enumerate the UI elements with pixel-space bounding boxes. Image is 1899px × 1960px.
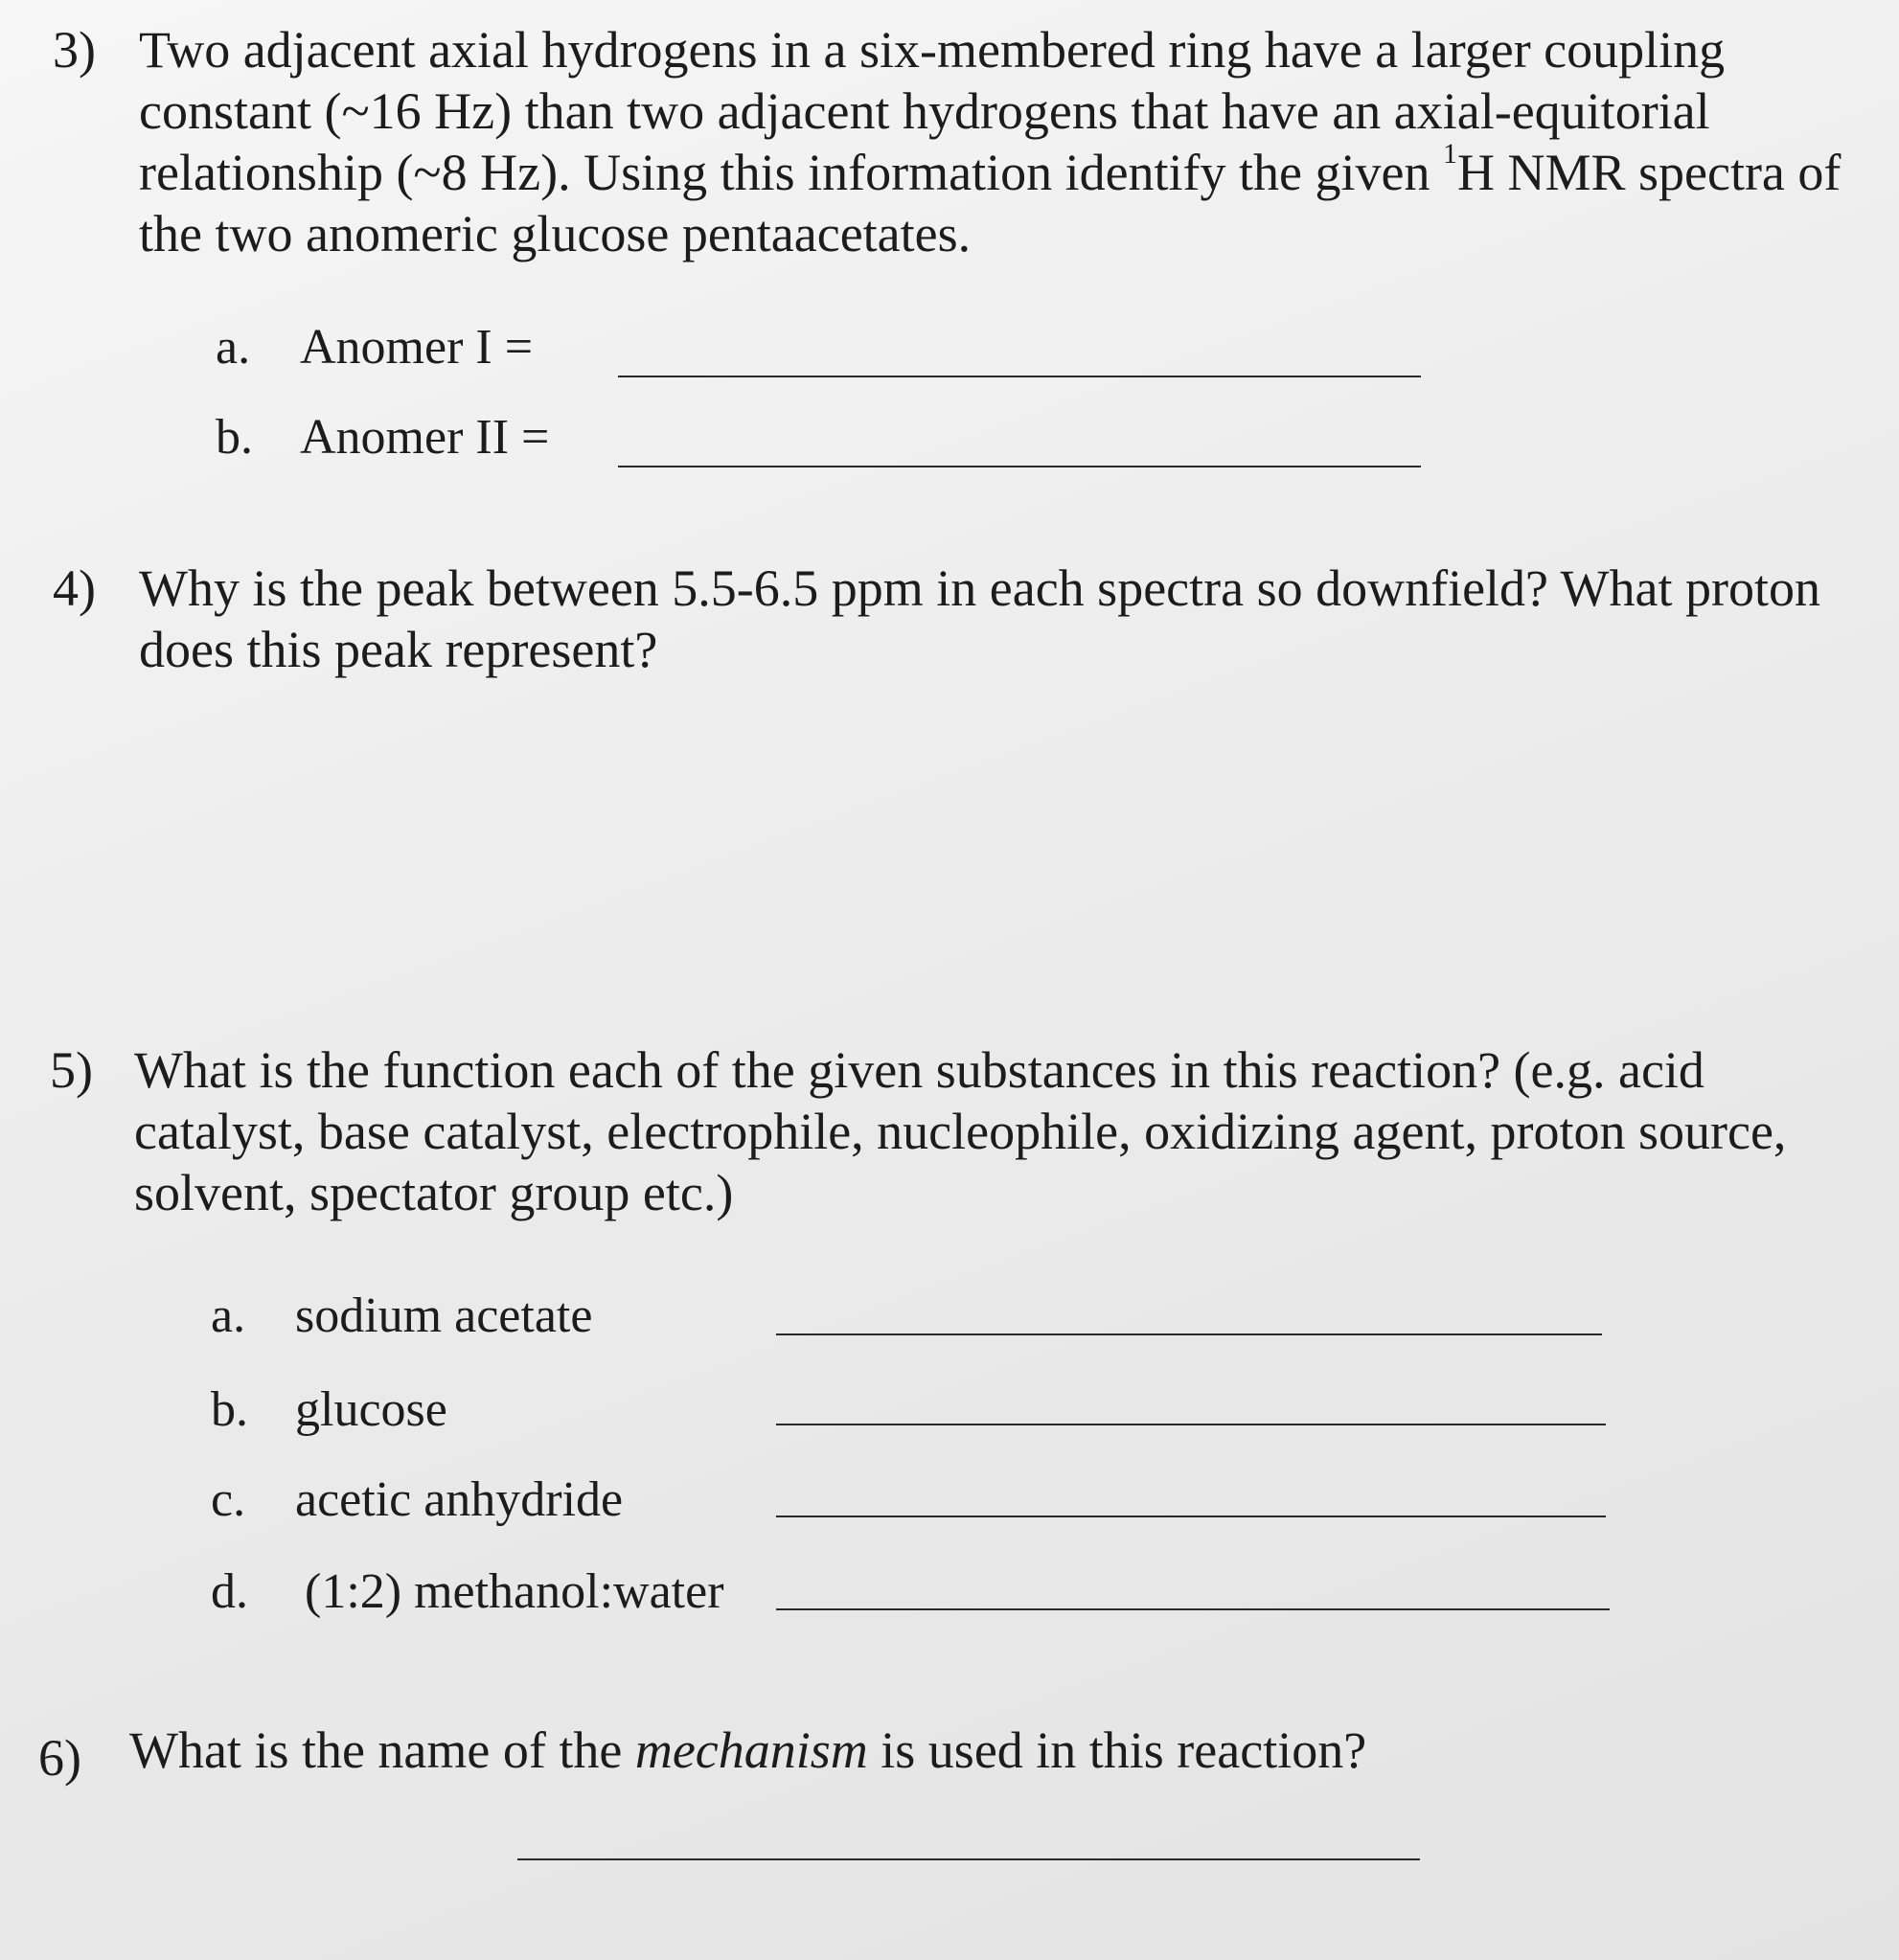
acetic-anhydride-answer-blank[interactable] — [776, 1516, 1606, 1517]
item-letter: d. — [211, 1564, 248, 1619]
question-line: constant (~16 Hz) than two adjacent hydrogens that have an axial-equitorial — [139, 82, 1710, 140]
item-letter: c. — [211, 1472, 246, 1527]
question-text — [139, 19, 1841, 264]
item-label: Anomer I = — [300, 320, 534, 375]
question-number: 3) — [53, 21, 96, 79]
question-line: What is the function each of the given substances in this reaction? (e.g. acid — [134, 1041, 1705, 1099]
question-4 — [53, 558, 1873, 682]
question-line: does this peak represent? — [139, 621, 658, 678]
item-label: glucose — [295, 1382, 447, 1437]
item-label: sodium acetate — [295, 1288, 593, 1343]
question-text: What is the name of the mechanism is used in this reaction? — [129, 1721, 1367, 1779]
question-line: Two adjacent axial hydrogens in a six-membered ring have a larger coupling — [139, 21, 1726, 79]
question-text — [134, 1039, 1786, 1223]
sodium-acetate-item — [211, 1288, 592, 1345]
question-line: Why is the peak between 5.5-6.5 ppm in each spectra so downfield? What proton — [139, 559, 1820, 617]
superscript: 1 — [1442, 138, 1457, 170]
item-label: Anomer II = — [300, 410, 550, 465]
question-line: solvent, spectator group etc.) — [134, 1164, 734, 1221]
question-number: 4) — [53, 559, 96, 617]
question-number: 5) — [50, 1041, 93, 1099]
item-label: (1:2) methanol:water — [305, 1564, 724, 1619]
methanol-water-item — [211, 1563, 724, 1621]
anomer-2-item — [216, 409, 549, 467]
mechanism-answer-blank[interactable] — [517, 1858, 1420, 1860]
question-5 — [50, 1039, 1870, 1231]
sodium-acetate-answer-blank[interactable] — [776, 1333, 1602, 1335]
question-3 — [53, 19, 1873, 268]
question-6 — [38, 1720, 1859, 1787]
item-letter: a. — [216, 320, 251, 375]
emphasized-word: mechanism — [634, 1721, 868, 1779]
question-line: relationship (~8 Hz). Using this information identify the given $^1$H NMR spectra of — [139, 138, 1842, 201]
acetic-anhydride-item — [211, 1471, 623, 1529]
item-label: acetic anhydride — [295, 1472, 624, 1527]
methanol-water-answer-blank[interactable] — [776, 1608, 1610, 1610]
question-text — [139, 558, 1820, 680]
anomer-1-answer-blank[interactable] — [618, 376, 1421, 377]
item-letter: b. — [211, 1382, 248, 1437]
anomer-1-item — [216, 319, 533, 376]
glucose-answer-blank[interactable] — [776, 1424, 1606, 1425]
question-line: the two anomeric glucose pentaacetates. — [139, 205, 972, 262]
item-letter: a. — [211, 1288, 246, 1343]
anomer-2-answer-blank[interactable] — [618, 466, 1421, 467]
glucose-item — [211, 1381, 447, 1439]
question-number: 6) — [38, 1729, 81, 1787]
question-line: catalyst, base catalyst, electrophile, nucleophile, oxidizing agent, proton source, — [134, 1103, 1787, 1160]
item-letter: b. — [216, 410, 253, 465]
